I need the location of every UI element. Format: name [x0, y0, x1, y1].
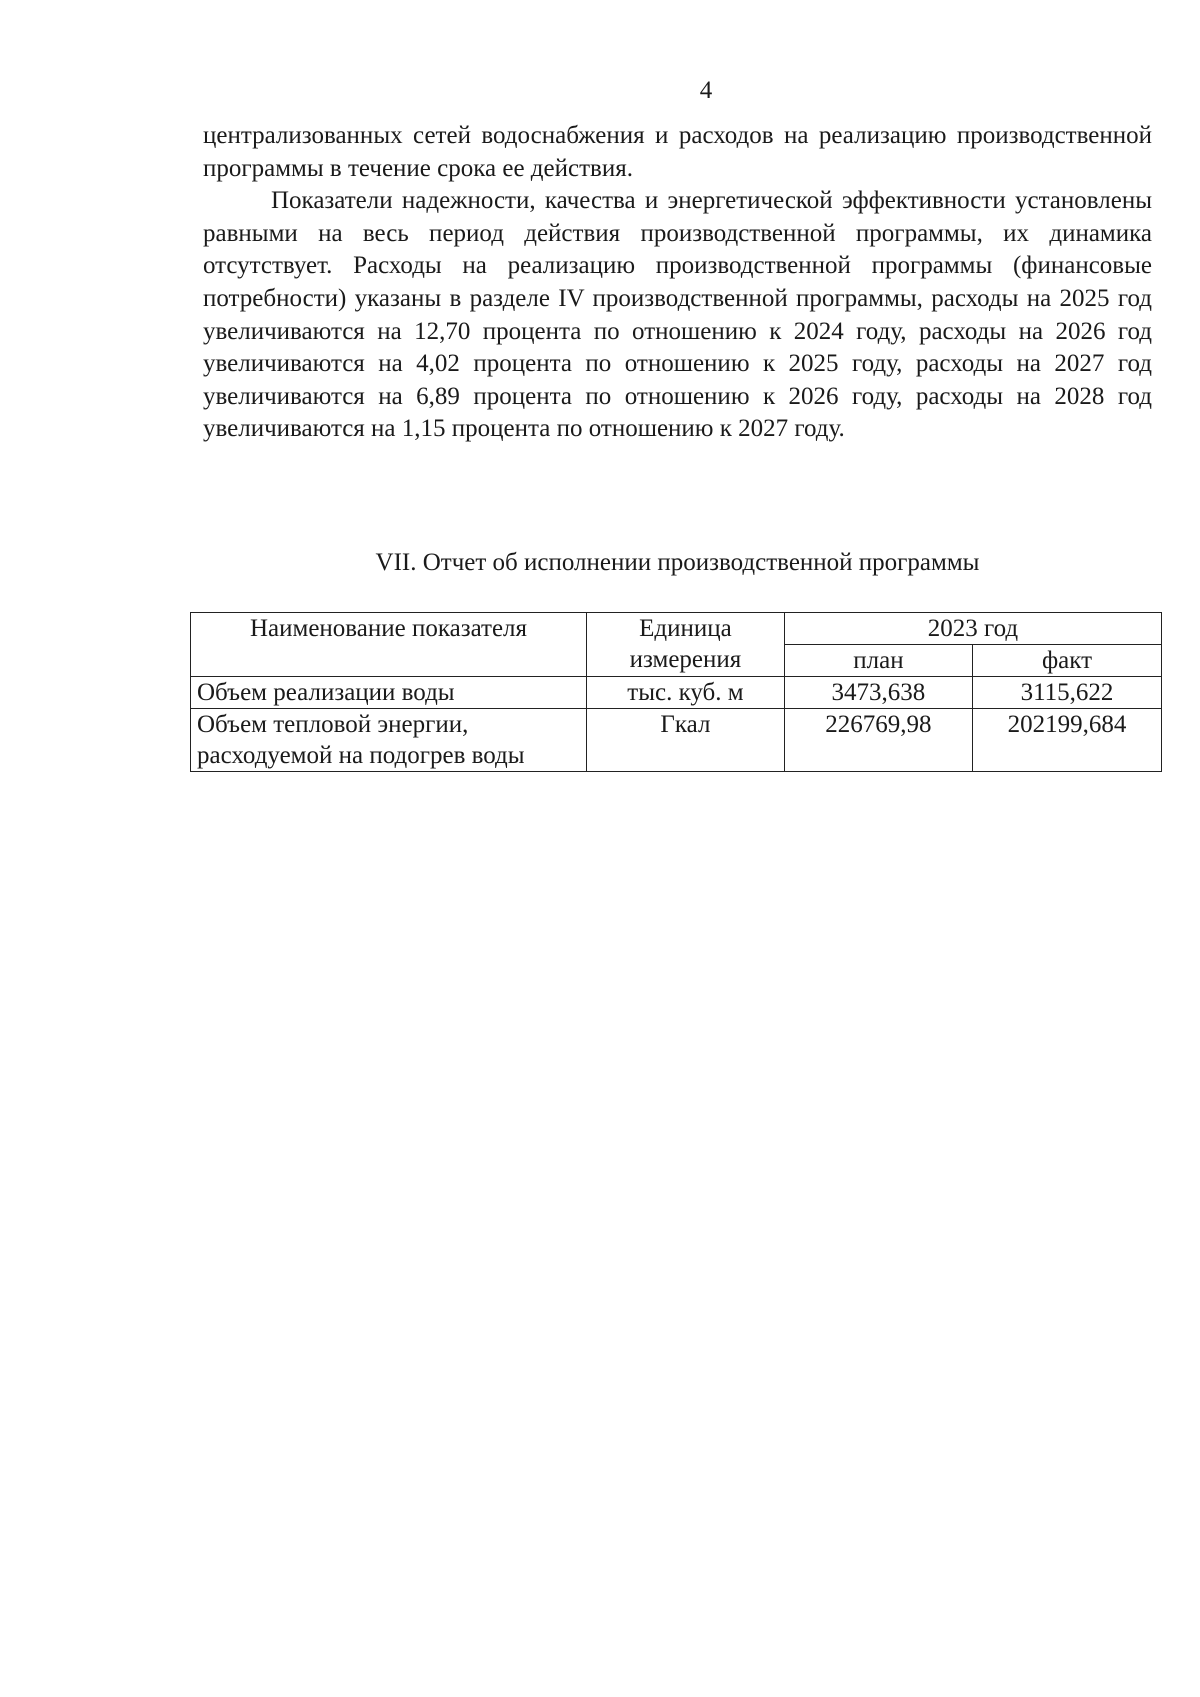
row-indicator-name: Объем тепловой энергии, расходуемой на подогрев воды: [191, 709, 587, 772]
header-indicator-name: Наименование показателя: [191, 613, 587, 677]
table-header-row: [191, 613, 1162, 645]
row-plan-value: 3473,638: [784, 677, 972, 709]
table-row: [191, 677, 1162, 709]
paragraph-indicators: Показатели надежности, качества и энергетической эффективности установлены равными на весь период действия производственной программы, их динамика отсутствует. Расходы на реализацию производственной программы (финансовые потребности) указаны в разделе IV производственной программы, расходы на 2025 год увеличиваются на 12,70 процента по отношению к 2024 году, расходы на 2026 год увеличиваются на 4,02 процента по отношению к 2025 году, расходы на 2027 год увеличиваются на 6,89 процента по отношению к 2026 году, расходы на 2028 год увеличиваются на 1,15 процента по отношению к 2027 году.: [203, 187, 1152, 443]
table-row: [191, 709, 1162, 772]
report-table: [190, 612, 1162, 772]
row-unit: Гкал: [587, 709, 785, 772]
section-title: VII. Отчет об исполнении производственной программы: [375, 549, 980, 576]
row-plan-value: 226769,98: [784, 709, 972, 772]
header-fact: факт: [973, 645, 1162, 677]
header-year: 2023 год: [784, 613, 1161, 645]
row-indicator-name: Объем реализации воды: [191, 677, 587, 709]
row-fact-value: 202199,684: [973, 709, 1162, 772]
body-text: [203, 120, 1152, 446]
header-unit: Единица измерения: [587, 613, 785, 677]
header-plan: план: [784, 645, 972, 677]
page-number: 4: [699, 77, 713, 104]
paragraph-continuation: централизованных сетей водоснабжения и расходов на реализацию производственной программы в течение срока ее действия.: [203, 122, 1152, 182]
row-fact-value: 3115,622: [973, 677, 1162, 709]
row-unit: тыс. куб. м: [587, 677, 785, 709]
